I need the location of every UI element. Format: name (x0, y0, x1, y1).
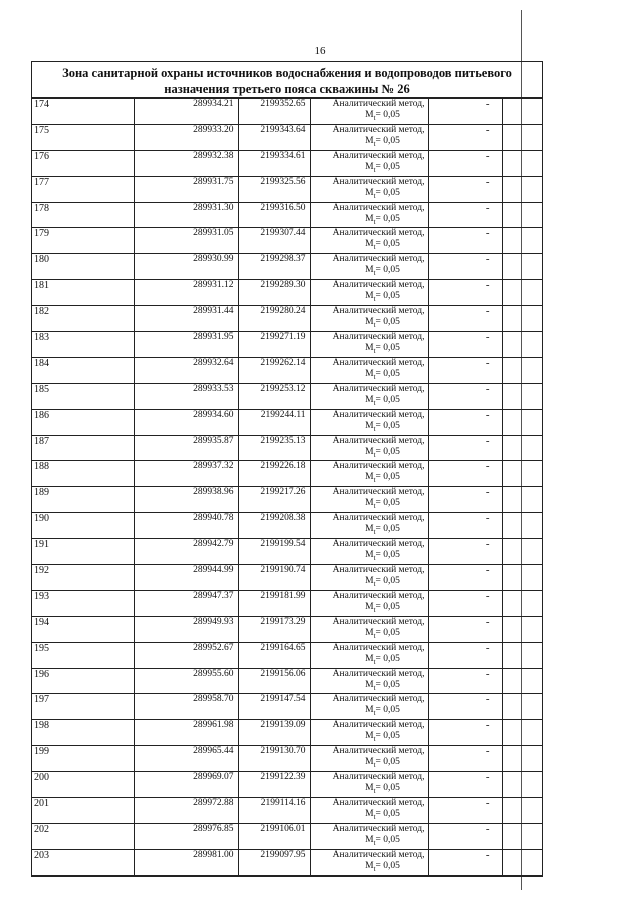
method-cell (310, 849, 428, 875)
blank-cell (502, 357, 542, 383)
coord-y: 2199208.38 (238, 513, 310, 539)
method-cell (310, 306, 428, 332)
coord-x: 289931.44 (134, 306, 238, 332)
description-dash: - (428, 590, 502, 616)
blank-cell (502, 176, 542, 202)
coord-x: 289944.99 (134, 565, 238, 591)
method-name: Аналитический метод, (332, 798, 425, 809)
method-accuracy: $M_t= 0,05$ (365, 213, 400, 226)
method-accuracy: $M_t= 0,05$ (365, 809, 400, 821)
blank-cell (502, 849, 542, 875)
description-dash: - (428, 565, 502, 591)
point-number: 200 (32, 772, 134, 798)
method-name: Аналитический метод, (332, 124, 425, 135)
blank-cell (502, 694, 542, 720)
method-accuracy: $M_t= 0,05$ (365, 187, 400, 200)
method-name: Аналитический метод, (332, 409, 425, 420)
blank-cell (502, 332, 542, 358)
coord-y: 2199106.01 (238, 823, 310, 849)
coord-x: 289933.20 (134, 124, 238, 150)
coord-y: 2199164.65 (238, 642, 310, 668)
method-accuracy: $M_t= 0,05$ (365, 498, 400, 511)
point-number: 199 (32, 746, 134, 772)
table-row (32, 357, 542, 383)
method-name: Аналитический метод, (332, 694, 425, 705)
method-name: Аналитический метод, (332, 383, 425, 394)
table-row (32, 694, 542, 720)
title-line-2: назначения третьего пояса скважины № 26 (164, 82, 410, 96)
method-cell (310, 124, 428, 150)
description-dash: - (428, 513, 502, 539)
table-row (32, 720, 542, 746)
coord-x: 289940.78 (134, 513, 238, 539)
coord-y: 2199244.11 (238, 409, 310, 435)
method-cell (310, 565, 428, 591)
method-name: Аналитический метод, (332, 590, 425, 601)
point-number: 190 (32, 513, 134, 539)
table-title (32, 62, 542, 98)
blank-cell (502, 720, 542, 746)
blank-cell (502, 124, 542, 150)
method-name: Аналитический метод, (332, 539, 425, 550)
blank-cell (502, 772, 542, 798)
table-row (32, 306, 542, 332)
point-number: 176 (32, 150, 134, 176)
table-row (32, 823, 542, 849)
point-number: 195 (32, 642, 134, 668)
coord-x: 289952.67 (134, 642, 238, 668)
blank-cell (502, 202, 542, 228)
point-number: 187 (32, 435, 134, 461)
method-cell (310, 720, 428, 746)
method-name: Аналитический метод, (332, 720, 425, 731)
method-name: Аналитический метод, (332, 642, 425, 653)
coord-x: 289932.38 (134, 150, 238, 176)
point-number: 189 (32, 487, 134, 513)
method-cell (310, 590, 428, 616)
coord-y: 2199139.09 (238, 720, 310, 746)
method-name: Аналитический метод, (332, 150, 425, 161)
method-cell (310, 798, 428, 824)
method-accuracy: $M_t= 0,05$ (365, 783, 400, 796)
description-dash: - (428, 539, 502, 565)
table-row (32, 616, 542, 642)
coord-x: 289965.44 (134, 746, 238, 772)
blank-cell (502, 823, 542, 849)
table-row (32, 228, 542, 254)
method-cell (310, 616, 428, 642)
coord-y: 2199235.13 (238, 435, 310, 461)
point-number: 201 (32, 798, 134, 824)
method-accuracy: $M_t= 0,05$ (365, 834, 400, 847)
description-dash: - (428, 720, 502, 746)
point-number: 193 (32, 590, 134, 616)
table-row (32, 642, 542, 668)
description-dash: - (428, 694, 502, 720)
description-dash: - (428, 435, 502, 461)
point-number: 194 (32, 616, 134, 642)
method-cell (310, 202, 428, 228)
coord-y: 2199097.95 (238, 849, 310, 875)
method-cell (310, 668, 428, 694)
blank-cell (502, 383, 542, 409)
coord-x: 289931.12 (134, 280, 238, 306)
blank-cell (502, 254, 542, 280)
method-accuracy: $M_t= 0,05$ (365, 239, 400, 252)
method-cell (310, 461, 428, 487)
table-row (32, 124, 542, 150)
description-dash: - (428, 487, 502, 513)
blank-cell (502, 513, 542, 539)
coord-x: 289961.98 (134, 720, 238, 746)
blank-cell (502, 642, 542, 668)
coord-y: 2199325.56 (238, 176, 310, 202)
table-row (32, 150, 542, 176)
method-name: Аналитический метод, (332, 435, 425, 446)
coord-y: 2199199.54 (238, 539, 310, 565)
method-cell (310, 513, 428, 539)
method-cell (310, 642, 428, 668)
table-row (32, 280, 542, 306)
coord-x: 289937.32 (134, 461, 238, 487)
description-dash: - (428, 357, 502, 383)
description-dash: - (428, 798, 502, 824)
description-dash: - (428, 254, 502, 280)
method-accuracy: $M_t= 0,05$ (365, 550, 400, 563)
description-dash: - (428, 306, 502, 332)
method-accuracy: $M_t= 0,05$ (365, 420, 400, 433)
blank-cell (502, 668, 542, 694)
point-number: 180 (32, 254, 134, 280)
description-dash: - (428, 616, 502, 642)
coord-y: 2199122.39 (238, 772, 310, 798)
description-dash: - (428, 332, 502, 358)
point-number: 185 (32, 383, 134, 409)
method-accuracy: $M_t= 0,05$ (365, 110, 400, 122)
blank-cell (502, 798, 542, 824)
coord-y: 2199262.14 (238, 357, 310, 383)
coord-x: 289976.85 (134, 823, 238, 849)
method-accuracy: $M_t= 0,05$ (365, 679, 400, 692)
table-row (32, 798, 542, 824)
point-number: 191 (32, 539, 134, 565)
method-accuracy: $M_t= 0,05$ (365, 653, 400, 666)
method-accuracy: $M_t= 0,05$ (365, 135, 400, 148)
blank-cell (502, 280, 542, 306)
method-accuracy: $M_t= 0,05$ (365, 394, 400, 407)
point-number: 196 (32, 668, 134, 694)
point-number: 198 (32, 720, 134, 746)
method-accuracy: $M_t= 0,05$ (365, 472, 400, 485)
description-dash: - (428, 746, 502, 772)
method-name: Аналитический метод, (332, 202, 425, 213)
description-dash: - (428, 124, 502, 150)
method-accuracy: $M_t= 0,05$ (365, 627, 400, 640)
coord-x: 289934.60 (134, 409, 238, 435)
table-row (32, 332, 542, 358)
method-accuracy: $M_t= 0,05$ (365, 731, 400, 744)
coord-y: 2199316.50 (238, 202, 310, 228)
coordinates-table (31, 61, 543, 877)
table-row (32, 99, 542, 125)
blank-cell (502, 746, 542, 772)
table-row (32, 383, 542, 409)
method-cell (310, 539, 428, 565)
coord-y: 2199173.29 (238, 616, 310, 642)
table-row (32, 254, 542, 280)
table-row (32, 513, 542, 539)
method-accuracy: $M_t= 0,05$ (365, 161, 400, 174)
description-dash: - (428, 150, 502, 176)
method-accuracy: $M_t= 0,05$ (365, 524, 400, 537)
method-cell (310, 99, 428, 125)
method-name: Аналитический метод, (332, 99, 425, 109)
method-cell (310, 772, 428, 798)
method-name: Аналитический метод, (332, 616, 425, 627)
coord-x: 289972.88 (134, 798, 238, 824)
coord-y: 2199253.12 (238, 383, 310, 409)
point-number: 179 (32, 228, 134, 254)
coord-x: 289969.07 (134, 772, 238, 798)
blank-cell (502, 409, 542, 435)
coord-y: 2199280.24 (238, 306, 310, 332)
description-dash: - (428, 849, 502, 875)
description-dash: - (428, 772, 502, 798)
coord-y: 2199190.74 (238, 565, 310, 591)
point-number: 181 (32, 280, 134, 306)
table-row (32, 772, 542, 798)
table-row (32, 746, 542, 772)
blank-cell (502, 150, 542, 176)
coord-x: 289958.70 (134, 694, 238, 720)
description-dash: - (428, 228, 502, 254)
coord-y: 2199130.70 (238, 746, 310, 772)
coord-x: 289942.79 (134, 539, 238, 565)
blank-cell (502, 306, 542, 332)
description-dash: - (428, 461, 502, 487)
point-number: 177 (32, 176, 134, 202)
method-cell (310, 746, 428, 772)
method-name: Аналитический метод, (332, 772, 425, 783)
table-row (32, 435, 542, 461)
coord-x: 289938.96 (134, 487, 238, 513)
method-name: Аналитический метод, (332, 332, 425, 343)
method-accuracy: $M_t= 0,05$ (365, 343, 400, 355)
method-name: Аналитический метод, (332, 254, 425, 265)
method-name: Аналитический метод, (332, 487, 425, 498)
coord-y: 2199156.06 (238, 668, 310, 694)
method-name: Аналитический метод, (332, 306, 425, 317)
blank-cell (502, 616, 542, 642)
method-name: Аналитический метод, (332, 513, 425, 524)
coord-x: 289931.05 (134, 228, 238, 254)
coordinates-grid (32, 98, 542, 876)
method-accuracy: $M_t= 0,05$ (365, 576, 400, 588)
method-name: Аналитический метод, (332, 357, 425, 368)
method-cell (310, 383, 428, 409)
coord-y: 2199114.16 (238, 798, 310, 824)
method-accuracy: $M_t= 0,05$ (365, 265, 400, 278)
description-dash: - (428, 99, 502, 125)
coord-y: 2199298.37 (238, 254, 310, 280)
table-row (32, 590, 542, 616)
title-line-1: Зона санитарной охраны источников водоснабжения и водопроводов питьевого (62, 66, 512, 80)
method-accuracy: $M_t= 0,05$ (365, 368, 400, 381)
coord-x: 289931.75 (134, 176, 238, 202)
coord-x: 289932.64 (134, 357, 238, 383)
method-accuracy: $M_t= 0,05$ (365, 446, 400, 459)
method-name: Аналитический метод, (332, 565, 425, 576)
table-row (32, 202, 542, 228)
description-dash: - (428, 668, 502, 694)
method-cell (310, 254, 428, 280)
description-dash: - (428, 642, 502, 668)
blank-cell (502, 99, 542, 125)
coord-y: 2199181.99 (238, 590, 310, 616)
coord-y: 2199271.19 (238, 332, 310, 358)
table-row (32, 176, 542, 202)
coord-y: 2199217.26 (238, 487, 310, 513)
point-number: 182 (32, 306, 134, 332)
method-name: Аналитический метод, (332, 746, 425, 757)
blank-cell (502, 228, 542, 254)
method-cell (310, 150, 428, 176)
description-dash: - (428, 409, 502, 435)
method-cell (310, 435, 428, 461)
method-name: Аналитический метод, (332, 668, 425, 679)
description-dash: - (428, 202, 502, 228)
table-row (32, 668, 542, 694)
method-cell (310, 487, 428, 513)
description-dash: - (428, 176, 502, 202)
table-row (32, 487, 542, 513)
page-number: 16 (314, 45, 326, 57)
coord-y: 2199334.61 (238, 150, 310, 176)
coord-y: 2199343.64 (238, 124, 310, 150)
coord-x: 289931.30 (134, 202, 238, 228)
coord-y: 2199226.18 (238, 461, 310, 487)
coord-x: 289947.37 (134, 590, 238, 616)
coord-y: 2199147.54 (238, 694, 310, 720)
table-row (32, 461, 542, 487)
point-number: 203 (32, 849, 134, 875)
method-cell (310, 694, 428, 720)
blank-cell (502, 590, 542, 616)
method-name: Аналитический метод, (332, 280, 425, 291)
description-dash: - (428, 280, 502, 306)
method-accuracy: $M_t= 0,05$ (365, 291, 400, 304)
method-cell (310, 228, 428, 254)
method-name: Аналитический метод, (332, 176, 425, 187)
coord-x: 289955.60 (134, 668, 238, 694)
coord-x: 289949.93 (134, 616, 238, 642)
method-cell (310, 332, 428, 358)
method-name: Аналитический метод, (332, 228, 425, 239)
method-cell (310, 280, 428, 306)
blank-cell (502, 539, 542, 565)
table-row (32, 409, 542, 435)
point-number: 188 (32, 461, 134, 487)
description-dash: - (428, 823, 502, 849)
method-accuracy: $M_t= 0,05$ (365, 601, 400, 614)
coord-x: 289934.21 (134, 99, 238, 125)
table-row (32, 849, 542, 875)
blank-cell (502, 565, 542, 591)
method-accuracy: $M_t= 0,05$ (365, 317, 400, 330)
point-number: 183 (32, 332, 134, 358)
point-number: 197 (32, 694, 134, 720)
method-cell (310, 409, 428, 435)
coord-x: 289930.99 (134, 254, 238, 280)
table-row (32, 565, 542, 591)
method-cell (310, 823, 428, 849)
method-name: Аналитический метод, (332, 823, 425, 834)
method-cell (310, 176, 428, 202)
point-number: 184 (32, 357, 134, 383)
table-row (32, 539, 542, 565)
blank-cell (502, 461, 542, 487)
coord-y: 2199352.65 (238, 99, 310, 125)
blank-cell (502, 487, 542, 513)
point-number: 174 (32, 99, 134, 125)
method-cell (310, 357, 428, 383)
point-number: 175 (32, 124, 134, 150)
coord-x: 289933.53 (134, 383, 238, 409)
blank-cell (502, 435, 542, 461)
description-dash: - (428, 383, 502, 409)
point-number: 202 (32, 823, 134, 849)
coord-x: 289931.95 (134, 332, 238, 358)
method-accuracy: $M_t= 0,05$ (365, 705, 400, 718)
point-number: 192 (32, 565, 134, 591)
coord-y: 2199289.30 (238, 280, 310, 306)
method-name: Аналитический метод, (332, 461, 425, 472)
coord-y: 2199307.44 (238, 228, 310, 254)
point-number: 186 (32, 409, 134, 435)
method-accuracy: $M_t= 0,05$ (365, 757, 400, 770)
method-accuracy: $M_t= 0,05$ (365, 860, 400, 873)
point-number: 178 (32, 202, 134, 228)
method-name: Аналитический метод, (332, 849, 425, 860)
coord-x: 289981.00 (134, 849, 238, 875)
coord-x: 289935.87 (134, 435, 238, 461)
